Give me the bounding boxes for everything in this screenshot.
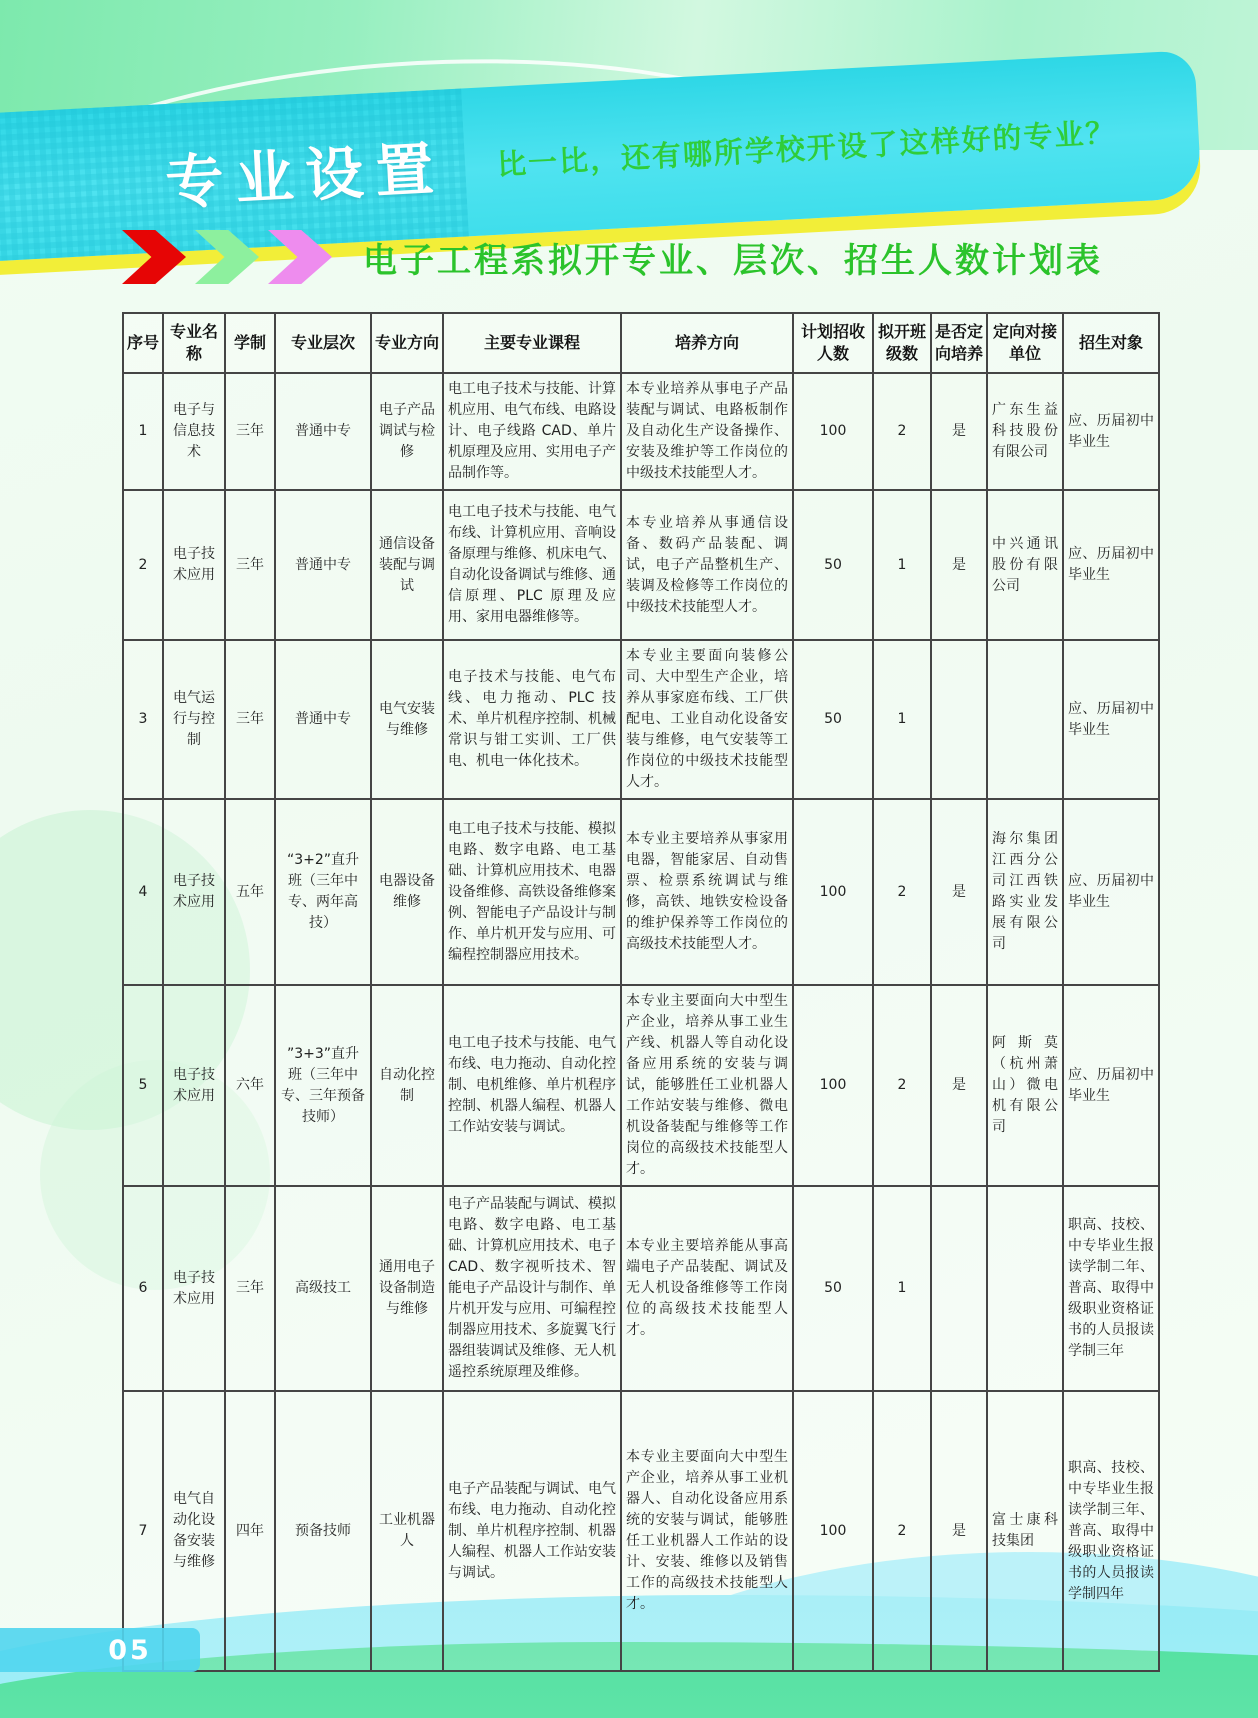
table-row [123, 799, 1159, 985]
cell-enrollment-target: 应、历届初中毕业生 [1063, 799, 1159, 985]
cell-partner-company: 海尔集团江西分公司江西铁路实业发展有限公司 [987, 799, 1063, 985]
cell-serial-number: 3 [123, 640, 163, 799]
table-row [123, 640, 1159, 799]
page-number: 05 [108, 1634, 152, 1666]
cell-major-name: 电子技术应用 [163, 490, 225, 640]
cell-directed-training: 是 [931, 1391, 987, 1671]
cell-partner-company: 阿斯莫（杭州萧山）微电机有限公司 [987, 985, 1063, 1186]
cell-planned-enrollment: 100 [793, 1391, 873, 1671]
cell-direction: 工业机器人 [371, 1391, 443, 1671]
cell-partner-company [987, 1186, 1063, 1391]
cell-enrollment-target: 应、历届初中毕业生 [1063, 640, 1159, 799]
cell-planned-enrollment: 50 [793, 490, 873, 640]
cell-level: “3+2”直升班（三年中专、两年高技） [275, 799, 371, 985]
cell-main-courses: 电子产品装配与调试、模拟电路、数字电路、电工基础、计算机应用技术、电子CAD、数字视听技术、智能电子产品设计与制作、单片机开发与应用、可编程控制器应用技术、多旋翼飞行器组装调试及维修、无人机遥控系统原理及维修。 [443, 1186, 621, 1391]
cell-class-count: 1 [873, 640, 931, 799]
cell-planned-enrollment: 50 [793, 640, 873, 799]
col-header-directed: 是否定向培养 [931, 313, 987, 373]
cell-serial-number: 5 [123, 985, 163, 1186]
cell-serial-number: 7 [123, 1391, 163, 1671]
cell-duration: 三年 [225, 373, 275, 490]
cell-level: 普通中专 [275, 373, 371, 490]
cell-partner-company: 广东生益科技股份有限公司 [987, 373, 1063, 490]
section-header [122, 230, 1103, 284]
cell-main-courses: 电子产品装配与调试、电气布线、电力拖动、自动化控制、单片机程序控制、机器人编程、机器人工作站安装与调试。 [443, 1391, 621, 1671]
cell-training-goal: 本专业主要面向大中型生产企业，培养从事工业生产线、机器人等自动化设备应用系统的安装与调试，能够胜任工业机器人工作站安装与维修、微电机设备装配与维修等工作岗位的高级技术技能型人才。 [621, 985, 793, 1186]
section-title: 电子工程系拟开专业、层次、招生人数计划表 [363, 240, 1103, 281]
cell-enrollment-target: 职高、技校、中专毕业生报读学制二年、普高、取得中级职业资格证书的人员报读学制三年 [1063, 1186, 1159, 1391]
cell-direction: 通信设备装配与调试 [371, 490, 443, 640]
table-row [123, 985, 1159, 1186]
cell-training-goal: 本专业培养从事电子产品装配与调试、电路板制作及自动化生产设备操作、安装及维护等工作岗位的中级技术技能型人才。 [621, 373, 793, 490]
col-header-target: 招生对象 [1063, 313, 1159, 373]
cell-duration: 五年 [225, 799, 275, 985]
chevron-right-icon [122, 230, 186, 284]
cell-planned-enrollment: 100 [793, 799, 873, 985]
table-row [123, 490, 1159, 640]
cell-main-courses: 电子技术与技能、电气布线、电力拖动、PLC 技术、单片机程序控制、机械常识与钳工实训、工厂供电、机电一体化技术。 [443, 640, 621, 799]
col-header-no: 序号 [123, 313, 163, 373]
cell-class-count: 2 [873, 373, 931, 490]
cell-direction: 自动化控制 [371, 985, 443, 1186]
cell-class-count: 2 [873, 799, 931, 985]
cell-training-goal: 本专业主要面向大中型生产企业，培养从事工业机器人、自动化设备应用系统的安装与调试，能够胜任工业机器人工作站的设计、安装、维修以及销售工作的高级技术技能型人才。 [621, 1391, 793, 1671]
cell-planned-enrollment: 100 [793, 373, 873, 490]
cell-planned-enrollment: 50 [793, 1186, 873, 1391]
col-header-duration: 学制 [225, 313, 275, 373]
cell-serial-number: 6 [123, 1186, 163, 1391]
cell-directed-training: 是 [931, 490, 987, 640]
cell-major-name: 电子技术应用 [163, 985, 225, 1186]
col-header-training: 培养方向 [621, 313, 793, 373]
cell-main-courses: 电工电子技术与技能、计算机应用、电气布线、电路设计、电子线路 CAD、单片机原理及应用、实用电子产品制作等。 [443, 373, 621, 490]
cell-duration: 三年 [225, 640, 275, 799]
cell-enrollment-target: 职高、技校、中专毕业生报读学制三年、普高、取得中级职业资格证书的人员报读学制四年 [1063, 1391, 1159, 1671]
cell-class-count: 2 [873, 985, 931, 1186]
cell-direction: 电气安装与维修 [371, 640, 443, 799]
cell-serial-number: 1 [123, 373, 163, 490]
cell-main-courses: 电工电子技术与技能、电气布线、计算机应用、音响设备原理与维修、机床电气、自动化设备调试与维修、通信原理、PLC 原理及应用、家用电器维修等。 [443, 490, 621, 640]
cell-major-name: 电子与信息技术 [163, 373, 225, 490]
cell-major-name: 电子技术应用 [163, 799, 225, 985]
cell-duration: 六年 [225, 985, 275, 1186]
cell-class-count: 1 [873, 1186, 931, 1391]
cell-directed-training: 是 [931, 985, 987, 1186]
cell-main-courses: 电工电子技术与技能、模拟电路、数字电路、电工基础、计算机应用技术、电器设备维修、高铁设备维修案例、智能电子产品设计与制作、单片机开发与应用、可编程控制器应用技术。 [443, 799, 621, 985]
cell-class-count: 1 [873, 490, 931, 640]
cell-directed-training: 是 [931, 799, 987, 985]
table-row [123, 1391, 1159, 1671]
majors-plan-table [122, 312, 1160, 1672]
table-row [123, 1186, 1159, 1391]
cell-partner-company: 富士康科技集团 [987, 1391, 1063, 1671]
cell-major-name: 电子技术应用 [163, 1186, 225, 1391]
cell-level: 预备技师 [275, 1391, 371, 1671]
cell-training-goal: 本专业主要培养能从事高端电子产品装配、调试及无人机设备维修等工作岗位的高级技术技能型人才。 [621, 1186, 793, 1391]
chevron-right-icon [268, 230, 332, 284]
cell-training-goal: 本专业主要培养从事家用电器，智能家居、自动售票、检票系统调试与维修，高铁、地铁安检设备的维护保养等工作岗位的高级技术技能型人才。 [621, 799, 793, 985]
cell-directed-training [931, 640, 987, 799]
cell-direction: 通用电子设备制造与维修 [371, 1186, 443, 1391]
cell-partner-company: 中兴通讯股份有限公司 [987, 490, 1063, 640]
cell-direction: 电子产品调试与检修 [371, 373, 443, 490]
col-header-planned: 计划招收人数 [793, 313, 873, 373]
page-title: 专业设置 [163, 134, 448, 218]
cell-training-goal: 本专业主要面向装修公司、大中型生产企业，培养从事家庭布线、工厂供配电、工业自动化设备安装与维修，电气安装等工作岗位的中级技术技能型人才。 [621, 640, 793, 799]
cell-partner-company [987, 640, 1063, 799]
cell-main-courses: 电工电子技术与技能、电气布线、电力拖动、自动化控制、电机维修、单片机程序控制、机器人编程、机器人工作站安装与调试。 [443, 985, 621, 1186]
cell-enrollment-target: 应、历届初中毕业生 [1063, 985, 1159, 1186]
cell-level: ”3+3”直升班（三年中专、三年预备技师） [275, 985, 371, 1186]
cell-serial-number: 4 [123, 799, 163, 985]
cell-duration: 四年 [225, 1391, 275, 1671]
col-header-direction: 专业方向 [371, 313, 443, 373]
cell-serial-number: 2 [123, 490, 163, 640]
cell-level: 高级技工 [275, 1186, 371, 1391]
page-number-badge [0, 1628, 200, 1672]
chevron-right-icon [195, 230, 259, 284]
cell-direction: 电器设备维修 [371, 799, 443, 985]
cell-training-goal: 本专业培养从事通信设备、数码产品装配、调试，电子产品整机生产、装调及检修等工作岗位的中级技术技能型人才。 [621, 490, 793, 640]
col-header-classes: 拟开班级数 [873, 313, 931, 373]
cell-duration: 三年 [225, 1186, 275, 1391]
table-row [123, 373, 1159, 490]
cell-enrollment-target: 应、历届初中毕业生 [1063, 490, 1159, 640]
cell-major-name: 电气自动化设备安装与维修 [163, 1391, 225, 1671]
cell-class-count: 2 [873, 1391, 931, 1671]
cell-duration: 三年 [225, 490, 275, 640]
cell-level: 普通中专 [275, 640, 371, 799]
col-header-major: 专业名称 [163, 313, 225, 373]
col-header-level: 专业层次 [275, 313, 371, 373]
cell-enrollment-target: 应、历届初中毕业生 [1063, 373, 1159, 490]
cell-level: 普通中专 [275, 490, 371, 640]
col-header-courses: 主要专业课程 [443, 313, 621, 373]
col-header-partner: 定向对接单位 [987, 313, 1063, 373]
banner-subtitle: 比一比，还有哪所学校开设了这样好的专业？ [496, 114, 1118, 182]
cell-directed-training: 是 [931, 373, 987, 490]
cell-planned-enrollment: 100 [793, 985, 873, 1186]
cell-directed-training [931, 1186, 987, 1391]
table-header-row [123, 313, 1159, 373]
cell-major-name: 电气运行与控制 [163, 640, 225, 799]
majors-table-body [123, 373, 1159, 1671]
